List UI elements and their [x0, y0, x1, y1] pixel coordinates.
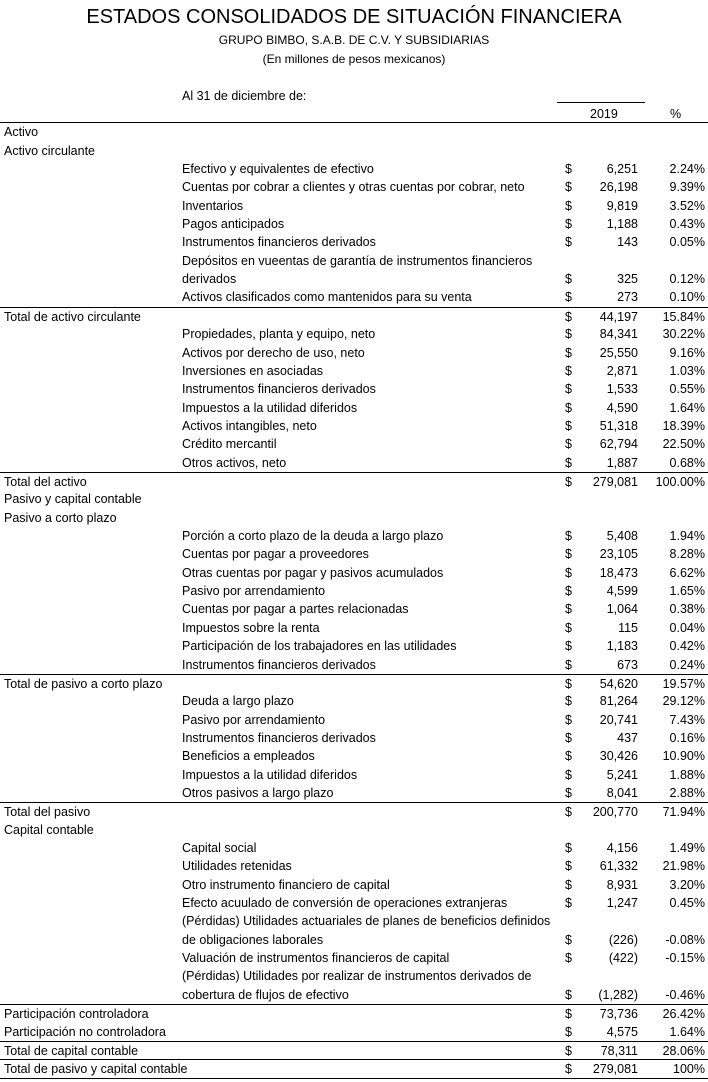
percent-value: 3.20% — [669, 877, 705, 892]
line-item-row — [0, 949, 708, 967]
line-item-row — [0, 196, 708, 214]
percent-value: 0.45% — [669, 896, 705, 911]
percent-value: 8.28% — [669, 547, 705, 562]
percent-value: 0.16% — [669, 730, 705, 745]
row-label: Depósitos en vueentas de garantía de instrumentos financieros — [182, 253, 533, 268]
row-label: Beneficios a empleados — [182, 749, 315, 764]
percent-value: 1.64% — [669, 1024, 705, 1039]
amount-value: 4,590 — [606, 400, 638, 415]
currency-symbol: $ — [565, 437, 572, 452]
percent-value: 18.39% — [662, 418, 705, 433]
amount-value: 115 — [618, 620, 638, 635]
currency-symbol: $ — [565, 272, 572, 287]
line-item-row — [0, 398, 708, 416]
percent-value: 0.04% — [669, 620, 705, 635]
currency-symbol: $ — [565, 805, 572, 820]
row-label: Impuestos sobre la renta — [182, 620, 320, 635]
amount-value: 84,341 — [599, 327, 638, 342]
line-item-row — [0, 343, 708, 361]
row-label: (Pérdidas) Utilidades actuariales de planes de beneficios definidos — [182, 914, 551, 929]
amount-value: 6,251 — [606, 162, 638, 177]
row-label: Total de pasivo a corto plazo — [4, 676, 163, 691]
currency-symbol: $ — [565, 475, 572, 490]
currency-symbol: $ — [565, 198, 572, 213]
row-label: Otras cuentas por pagar y pasivos acumulados — [182, 565, 444, 580]
line-item-row — [0, 417, 708, 435]
row-label: de obligaciones laborales — [182, 932, 324, 947]
currency-symbol: $ — [565, 785, 572, 800]
row-label: Efecto acuulado de conversión de operaciones extranjeras — [182, 896, 508, 911]
currency-symbol: $ — [565, 455, 572, 470]
percent-value: 10.90% — [662, 749, 705, 764]
row-label: Participación no controladora — [4, 1024, 166, 1039]
row-label: Inventarios — [182, 198, 244, 213]
row-label: Propiedades, planta y equipo, neto — [182, 327, 376, 342]
currency-symbol: $ — [565, 217, 572, 232]
currency-symbol: $ — [565, 951, 572, 966]
amount-value: 437 — [617, 730, 638, 745]
total-row — [0, 1059, 708, 1079]
line-item-row — [0, 692, 708, 710]
amount-value: 673 — [617, 657, 638, 672]
currency-symbol: $ — [565, 694, 572, 709]
currency-symbol: $ — [565, 1024, 572, 1039]
total-row — [0, 307, 708, 326]
percent-value: 7.43% — [669, 712, 705, 727]
row-label: Total de pasivo y capital contable — [4, 1062, 188, 1077]
percent-value: 3.52% — [669, 198, 705, 213]
currency-symbol: $ — [565, 932, 572, 947]
currency-symbol: $ — [565, 1043, 572, 1058]
percent-value: 0.55% — [669, 382, 705, 397]
company-name: GRUPO BIMBO, S.A.B. DE C.V. Y SUBSIDIARIAS — [218, 33, 490, 47]
line-item-row — [0, 380, 708, 398]
line-item-row — [0, 325, 708, 343]
line-item-row — [0, 875, 708, 893]
line-item-row — [0, 710, 708, 728]
line-item-row — [0, 582, 708, 600]
row-label: Inversiones en asociadas — [182, 363, 324, 378]
percent-value: 1.94% — [669, 529, 705, 544]
row-label: Pasivo por arrendamiento — [182, 712, 326, 727]
percent-value: 2.88% — [669, 785, 705, 800]
percent-column-header: % — [670, 107, 682, 121]
row-label: Utilidades retenidas — [182, 859, 292, 874]
section-row — [0, 820, 708, 838]
total-row — [0, 1004, 708, 1023]
percent-value: 30.22% — [662, 327, 705, 342]
percent-value: 100% — [673, 1062, 705, 1077]
row-label: Activo circulante — [4, 143, 96, 158]
currency-symbol: $ — [565, 620, 572, 635]
row-label: Otros pasivos a largo plazo — [182, 785, 334, 800]
percent-value: 15.84% — [662, 309, 705, 324]
total-row — [0, 472, 708, 491]
line-item-row — [0, 270, 708, 288]
amount-value: 20,741 — [599, 712, 638, 727]
percent-value: 1.88% — [669, 767, 705, 782]
amount-value: 25,550 — [599, 345, 638, 360]
amount-value: 1,183 — [606, 639, 638, 654]
statement-title: ESTADOS CONSOLIDADOS DE SITUACIÓN FINANCIERA — [86, 6, 622, 28]
amount-value: 4,575 — [606, 1024, 638, 1039]
row-label: cobertura de flujos de efectivo — [182, 987, 349, 1002]
row-label: Porción a corto plazo de la deuda a largo plazo — [182, 529, 444, 544]
percent-value: 26.42% — [662, 1007, 705, 1022]
percent-value: 0.68% — [669, 455, 705, 470]
amount-value: (1,282) — [598, 987, 638, 1002]
percent-value: 29.12% — [662, 694, 705, 709]
percent-value: 0.24% — [669, 657, 705, 672]
year-column-header: 2019 — [590, 107, 618, 121]
total-row — [0, 802, 708, 821]
currency-symbol: $ — [565, 382, 572, 397]
percent-value: 0.05% — [669, 235, 705, 250]
row-label: Instrumentos financieros derivados — [182, 382, 376, 397]
percent-value: 9.16% — [669, 345, 705, 360]
line-item-row — [0, 637, 708, 655]
line-item-row — [0, 655, 708, 673]
line-item-row — [0, 1022, 708, 1040]
line-item-row — [0, 729, 708, 747]
amount-value: 51,318 — [599, 418, 638, 433]
row-label: Crédito mercantil — [182, 437, 277, 452]
line-item-row — [0, 986, 708, 1004]
row-label: Total del activo — [4, 475, 87, 490]
row-label: Participación controladora — [4, 1007, 149, 1022]
row-label: Otro instrumento financiero de capital — [182, 877, 390, 892]
percent-value: 0.10% — [669, 290, 705, 305]
row-label: Instrumentos financieros derivados — [182, 730, 376, 745]
amount-value: 30,426 — [599, 749, 638, 764]
line-item-row — [0, 160, 708, 178]
row-label: Instrumentos financieros derivados — [182, 235, 376, 250]
amount-value: 54,620 — [599, 676, 638, 691]
currency-symbol: $ — [565, 639, 572, 654]
amount-value: 81,264 — [599, 694, 638, 709]
row-label: Efectivo y equivalentes de efectivo — [182, 162, 374, 177]
row-label: derivados — [182, 272, 237, 287]
amount-value: 62,794 — [599, 437, 638, 452]
amount-value: 5,241 — [606, 767, 638, 782]
percent-value: 19.57% — [662, 676, 705, 691]
percent-value: -0.15% — [665, 951, 705, 966]
currency-symbol: $ — [565, 547, 572, 562]
amount-value: (422) — [608, 951, 638, 966]
currency-symbol: $ — [565, 363, 572, 378]
line-item-row — [0, 252, 708, 270]
amount-value: 18,473 — [599, 565, 638, 580]
row-label: Total de capital contable — [4, 1043, 139, 1058]
row-label: Total de activo circulante — [4, 309, 141, 324]
row-label: Activos intangibles, neto — [182, 418, 317, 433]
row-label: Participación de los trabajadores en las utilidades — [182, 639, 457, 654]
percent-value: 9.39% — [669, 180, 705, 195]
currency-symbol: $ — [565, 602, 572, 617]
amount-value: 279,081 — [592, 1062, 638, 1077]
row-label: Pagos anticipados — [182, 217, 285, 232]
line-item-row — [0, 967, 708, 985]
row-label: Cuentas por pagar a proveedores — [182, 547, 369, 562]
amount-value: 1,064 — [606, 602, 638, 617]
currency-symbol: $ — [565, 859, 572, 874]
percent-value: 0.12% — [669, 272, 705, 287]
currency-symbol: $ — [565, 1007, 572, 1022]
currency-symbol: $ — [565, 676, 572, 691]
currency-symbol: $ — [565, 418, 572, 433]
amount-value: 273 — [617, 290, 638, 305]
percent-value: 0.38% — [669, 602, 705, 617]
currency-symbol: $ — [565, 657, 572, 672]
line-item-row — [0, 619, 708, 637]
row-label: (Pérdidas) Utilidades por realizar de instrumentos derivados de — [182, 969, 532, 984]
percent-value: 6.62% — [669, 565, 705, 580]
amount-value: (226) — [608, 932, 638, 947]
line-item-row — [0, 215, 708, 233]
currency-symbol: $ — [565, 987, 572, 1002]
currency-symbol: $ — [565, 235, 572, 250]
percent-value: 0.43% — [669, 217, 705, 232]
currency-symbol: $ — [565, 162, 572, 177]
currency-symbol: $ — [565, 327, 572, 342]
amount-value: 23,105 — [599, 547, 638, 562]
percent-value: 100.00% — [655, 475, 705, 490]
percent-value: 1.65% — [669, 584, 705, 599]
line-item-row — [0, 178, 708, 196]
amount-value: 8,931 — [606, 877, 638, 892]
total-row — [0, 1041, 708, 1060]
amount-value: 1,188 — [606, 217, 638, 232]
row-label: Impuestos a la utilidad diferidos — [182, 767, 358, 782]
currency-symbol: $ — [565, 180, 572, 195]
amount-value: 4,156 — [606, 841, 638, 856]
as-of-label: Al 31 de diciembre de: — [182, 89, 307, 103]
currency-symbol: $ — [565, 841, 572, 856]
currency-symbol: $ — [565, 896, 572, 911]
row-label: Capital social — [182, 841, 257, 856]
amount-value: 9,819 — [606, 198, 638, 213]
line-item-row — [0, 233, 708, 251]
line-item-row — [0, 857, 708, 875]
percent-value: 1.64% — [669, 400, 705, 415]
amount-value: 1,247 — [606, 896, 638, 911]
row-label: Activo — [4, 125, 39, 140]
line-item-row — [0, 765, 708, 783]
line-item-row — [0, 563, 708, 581]
amount-value: 325 — [617, 272, 638, 287]
line-item-row — [0, 747, 708, 765]
row-label: Activos por derecho de uso, neto — [182, 345, 365, 360]
percent-value: -0.46% — [665, 987, 705, 1002]
percent-value: 21.98% — [662, 859, 705, 874]
currency-symbol: $ — [565, 712, 572, 727]
row-label: Cuentas por pagar a partes relacionadas — [182, 602, 409, 617]
total-row — [0, 674, 708, 693]
percent-value: 2.24% — [669, 162, 705, 177]
amount-value: 4,599 — [606, 584, 638, 599]
row-label: Otros activos, neto — [182, 455, 287, 470]
amount-value: 61,332 — [599, 859, 638, 874]
percent-value: -0.08% — [665, 932, 705, 947]
amount-value: 26,198 — [599, 180, 638, 195]
row-label: Pasivo a corto plazo — [4, 510, 117, 525]
currency-symbol: $ — [565, 565, 572, 580]
percent-value: 1.03% — [669, 363, 705, 378]
line-item-row — [0, 894, 708, 912]
line-item-row — [0, 784, 708, 802]
line-item-row — [0, 545, 708, 563]
line-item-row — [0, 362, 708, 380]
currency-symbol: $ — [565, 309, 572, 324]
line-item-row — [0, 527, 708, 545]
row-label: Impuestos a la utilidad diferidos — [182, 400, 358, 415]
amount-value: 1,887 — [606, 455, 638, 470]
amount-value: 2,871 — [606, 363, 638, 378]
percent-value: 22.50% — [662, 437, 705, 452]
row-label: Capital contable — [4, 822, 94, 837]
row-label: Deuda a largo plazo — [182, 694, 294, 709]
row-label: Total del pasivo — [4, 805, 91, 820]
currency-symbol: $ — [565, 345, 572, 360]
row-label: Pasivo por arrendamiento — [182, 584, 326, 599]
line-item-row — [0, 912, 708, 930]
line-item-row — [0, 839, 708, 857]
amount-value: 5,408 — [606, 529, 638, 544]
units-note: (En millones de pesos mexicanos) — [262, 52, 446, 66]
row-label: Activos clasificados como mantenidos para su venta — [182, 290, 472, 305]
percent-value: 71.94% — [662, 805, 705, 820]
currency-symbol: $ — [565, 529, 572, 544]
currency-symbol: $ — [565, 767, 572, 782]
section-row — [0, 490, 708, 508]
line-item-row — [0, 453, 708, 471]
percent-value: 28.06% — [662, 1043, 705, 1058]
section-row — [0, 123, 708, 141]
amount-value: 78,311 — [600, 1043, 638, 1058]
currency-symbol: $ — [565, 877, 572, 892]
currency-symbol: $ — [565, 400, 572, 415]
row-label: Pasivo y capital contable — [4, 492, 142, 507]
line-item-row — [0, 930, 708, 948]
row-label: Cuentas por cobrar a clientes y otras cuentas por cobrar, neto — [182, 180, 525, 195]
amount-value: 73,736 — [599, 1007, 638, 1022]
row-label: Instrumentos financieros derivados — [182, 657, 376, 672]
amount-value: 1,533 — [606, 382, 638, 397]
line-item-row — [0, 288, 708, 306]
amount-value: 44,197 — [599, 309, 638, 324]
currency-symbol: $ — [565, 730, 572, 745]
amount-value: 8,041 — [606, 785, 638, 800]
amount-value: 143 — [617, 235, 638, 250]
line-item-row — [0, 600, 708, 618]
section-row — [0, 141, 708, 159]
row-label: Valuación de instrumentos financieros de capital — [182, 951, 450, 966]
currency-symbol: $ — [565, 290, 572, 305]
currency-symbol: $ — [565, 584, 572, 599]
percent-value: 1.49% — [669, 841, 705, 856]
amount-value: 279,081 — [592, 475, 638, 490]
year-overline — [557, 102, 645, 103]
amount-value: 200,770 — [592, 805, 638, 820]
percent-value: 0.42% — [669, 639, 705, 654]
line-item-row — [0, 435, 708, 453]
section-row — [0, 508, 708, 526]
currency-symbol: $ — [565, 749, 572, 764]
currency-symbol: $ — [565, 1062, 572, 1077]
